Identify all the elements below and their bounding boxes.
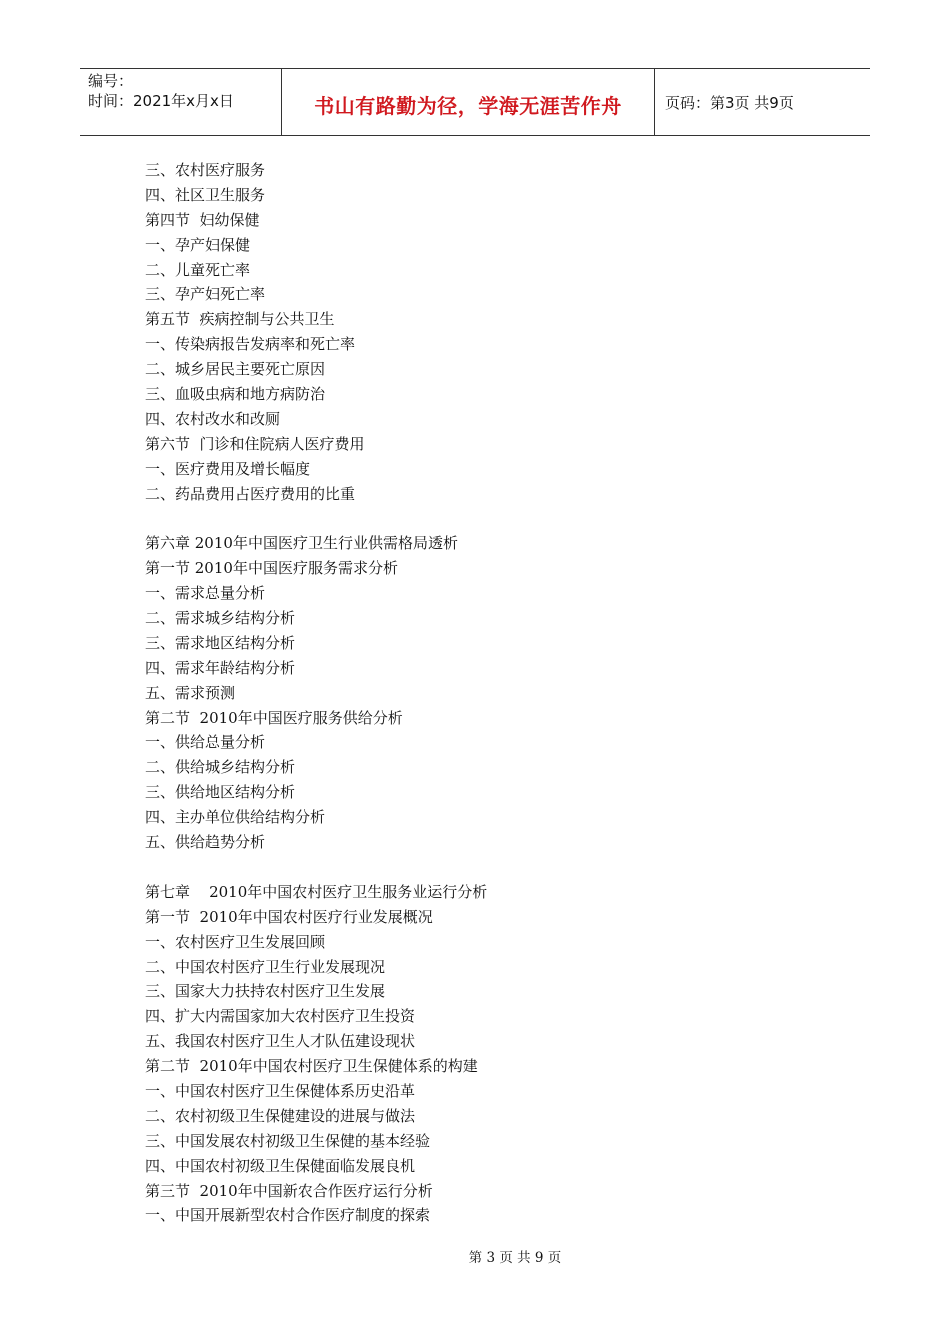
toc-line: 第六章 2010年中国医疗卫生行业供需格局透析	[145, 534, 458, 553]
toc-line: 一、传染病报告发病率和死亡率	[145, 335, 356, 354]
toc-line: 五、需求预测	[145, 683, 236, 702]
toc-line: 第四节 妇幼保健	[145, 210, 260, 229]
page-footer: 第 3 页 共 9 页	[468, 1250, 562, 1266]
toc-line: 四、需求年龄结构分析	[145, 658, 296, 677]
toc-line: 五、我国农村医疗卫生人才队伍建设现状	[145, 1032, 416, 1051]
toc-line: 一、中国开展新型农村合作医疗制度的探索	[145, 1206, 431, 1225]
toc-line: 一、农村医疗卫生发展回顾	[145, 932, 326, 951]
toc-line: 第二节 2010年中国农村医疗卫生保健体系的构建	[145, 1057, 478, 1076]
header-page-info: 页码：第3页 共9页	[665, 93, 794, 112]
blank-line	[145, 506, 487, 531]
toc-line: 第七章 2010年中国农村医疗卫生服务业运行分析	[145, 882, 488, 901]
toc-line: 二、农村初级卫生保健建设的进展与做法	[145, 1106, 416, 1125]
toc-line: 三、供给地区结构分析	[145, 783, 296, 802]
toc-line: 三、国家大力扶持农村医疗卫生发展	[145, 982, 386, 1001]
toc-line: 三、需求地区结构分析	[145, 633, 296, 652]
toc-line: 一、供给总量分析	[145, 733, 266, 752]
document-header	[80, 68, 870, 136]
header-motto: 书山有路勤为径，学海无涯苦作舟	[282, 69, 655, 135]
toc-line: 五、供给趋势分析	[145, 833, 266, 852]
toc-line: 四、扩大内需国家加大农村医疗卫生投资	[145, 1007, 416, 1026]
toc-line: 第二节 2010年中国医疗服务供给分析	[145, 708, 403, 727]
time-label: 时间：2021年x月x日	[88, 92, 234, 110]
blank-line	[145, 855, 487, 880]
toc-line: 二、中国农村医疗卫生行业发展现况	[145, 957, 386, 976]
toc-line: 三、中国发展农村初级卫生保健的基本经验	[145, 1131, 431, 1150]
toc-line: 一、需求总量分析	[145, 584, 266, 603]
toc-line: 第六节 门诊和住院病人医疗费用	[145, 434, 365, 453]
toc-line: 第一节 2010年中国农村医疗行业发展概况	[145, 907, 433, 926]
number-label: 编号：	[88, 72, 134, 90]
toc-line: 第五节 疾病控制与公共卫生	[145, 310, 335, 329]
toc-line: 三、血吸虫病和地方病防治	[145, 385, 326, 404]
toc-line: 三、农村医疗服务	[145, 161, 266, 179]
toc-line: 二、供给城乡结构分析	[145, 758, 296, 777]
toc-line: 一、医疗费用及增长幅度	[145, 459, 311, 478]
toc-line: 第三节 2010年中国新农合作医疗运行分析	[145, 1181, 433, 1200]
toc-line: 四、社区卫生服务	[145, 185, 266, 204]
toc-line: 第一节 2010年中国医疗服务需求分析	[145, 559, 398, 578]
header-meta	[80, 69, 282, 135]
table-of-contents	[145, 158, 487, 1228]
toc-line: 二、儿童死亡率	[145, 260, 251, 279]
toc-line: 四、主办单位供给结构分析	[145, 808, 326, 827]
toc-line: 三、孕产妇死亡率	[145, 285, 266, 304]
toc-line: 四、农村改水和改厕	[145, 409, 281, 428]
toc-line: 二、需求城乡结构分析	[145, 609, 296, 628]
toc-line: 二、药品费用占医疗费用的比重	[145, 484, 356, 503]
toc-line: 一、中国农村医疗卫生保健体系历史沿革	[145, 1081, 416, 1100]
toc-line: 二、城乡居民主要死亡原因	[145, 360, 326, 379]
toc-line: 四、中国农村初级卫生保健面临发展良机	[145, 1156, 416, 1175]
toc-line: 一、孕产妇保健	[145, 235, 251, 254]
